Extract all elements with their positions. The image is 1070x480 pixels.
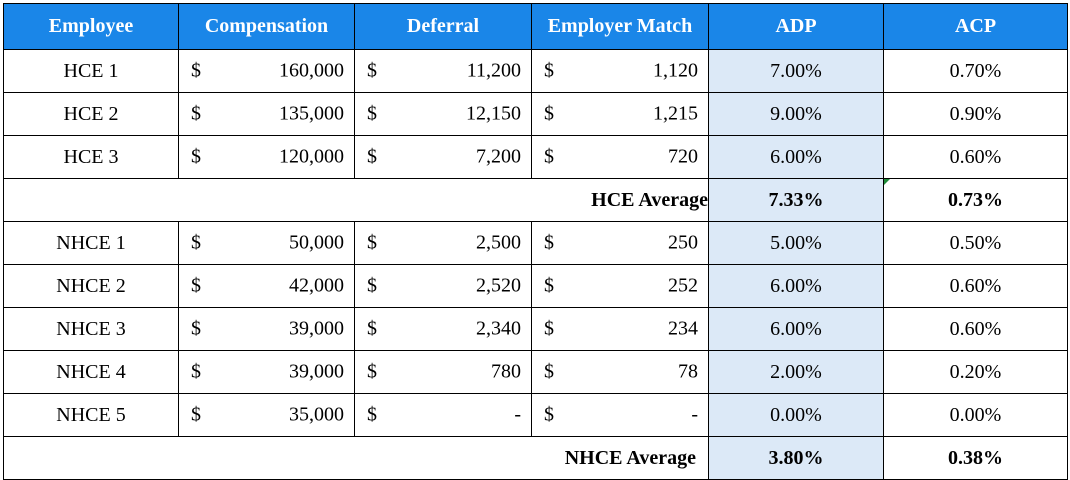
employee-cell[interactable]: HCE 1	[4, 50, 179, 93]
currency-symbol: $	[191, 317, 201, 340]
compensation-cell[interactable]	[179, 136, 355, 179]
header-adp[interactable]: ADP	[709, 4, 884, 50]
compensation-cell[interactable]	[179, 50, 355, 93]
hce-rows	[4, 50, 1068, 179]
nhce-average-label[interactable]: NHCE Average	[4, 437, 709, 480]
compensation-cell[interactable]	[179, 222, 355, 265]
adp-cell[interactable]: 2.00%	[709, 351, 884, 394]
hce-average-acp-value: 0.73%	[948, 188, 1003, 211]
comment-indicator-icon	[884, 179, 890, 185]
deferral-cell[interactable]	[355, 93, 532, 136]
acp-cell[interactable]: 0.60%	[884, 308, 1068, 351]
currency-symbol: $	[367, 231, 377, 254]
currency-symbol: $	[544, 360, 554, 383]
match-cell[interactable]	[532, 265, 709, 308]
nhce-average-acp[interactable]: 0.38%	[884, 437, 1068, 480]
deferral-cell[interactable]	[355, 50, 532, 93]
adp-cell[interactable]: 7.00%	[709, 50, 884, 93]
compensation-amount: 42,000	[289, 274, 344, 297]
employee-cell[interactable]: NHCE 5	[4, 394, 179, 437]
deferral-amount: 7,200	[476, 145, 521, 168]
deferral-amount: 11,200	[466, 59, 521, 82]
nhce-average-adp[interactable]: 3.80%	[709, 437, 884, 480]
compensation-amount: 39,000	[289, 317, 344, 340]
currency-symbol: $	[191, 145, 201, 168]
currency-symbol: $	[191, 231, 201, 254]
compensation-cell[interactable]	[179, 351, 355, 394]
currency-symbol: $	[367, 360, 377, 383]
table-row	[4, 93, 1068, 136]
employee-cell[interactable]: HCE 2	[4, 93, 179, 136]
deferral-cell[interactable]	[355, 308, 532, 351]
currency-symbol: $	[191, 102, 201, 125]
match-amount: 1,215	[653, 102, 698, 125]
hce-average-row	[4, 179, 1068, 222]
deferral-amount: 2,500	[476, 231, 521, 254]
hce-average-adp[interactable]: 7.33%	[709, 179, 884, 222]
deferral-cell[interactable]	[355, 265, 532, 308]
table-row	[4, 222, 1068, 265]
match-cell[interactable]	[532, 394, 709, 437]
table-row	[4, 351, 1068, 394]
currency-symbol: $	[367, 274, 377, 297]
deferral-amount: 780	[491, 360, 521, 383]
currency-symbol: $	[544, 274, 554, 297]
header-deferral[interactable]: Deferral	[355, 4, 532, 50]
match-cell[interactable]	[532, 308, 709, 351]
nhce-rows	[4, 222, 1068, 437]
deferral-cell[interactable]	[355, 222, 532, 265]
compensation-amount: 39,000	[289, 360, 344, 383]
currency-symbol: $	[367, 145, 377, 168]
table-row	[4, 308, 1068, 351]
match-cell[interactable]	[532, 93, 709, 136]
currency-symbol: $	[367, 59, 377, 82]
currency-symbol: $	[191, 403, 201, 426]
adp-cell[interactable]: 6.00%	[709, 308, 884, 351]
adp-acp-table	[3, 3, 1068, 480]
deferral-cell[interactable]	[355, 394, 532, 437]
match-amount: 250	[668, 231, 698, 254]
deferral-amount: 12,150	[466, 102, 521, 125]
match-amount: 234	[668, 317, 698, 340]
match-amount: 252	[668, 274, 698, 297]
employee-cell[interactable]: HCE 3	[4, 136, 179, 179]
currency-symbol: $	[367, 403, 377, 426]
currency-symbol: $	[544, 59, 554, 82]
currency-symbol: $	[544, 145, 554, 168]
currency-symbol: $	[544, 317, 554, 340]
match-amount: -	[691, 403, 698, 426]
adp-cell[interactable]: 9.00%	[709, 93, 884, 136]
match-cell[interactable]	[532, 222, 709, 265]
compensation-amount: 120,000	[279, 145, 344, 168]
header-compensation[interactable]: Compensation	[179, 4, 355, 50]
adp-cell[interactable]: 5.00%	[709, 222, 884, 265]
acp-cell[interactable]: 0.00%	[884, 394, 1068, 437]
match-cell[interactable]	[532, 351, 709, 394]
table-row	[4, 394, 1068, 437]
currency-symbol: $	[367, 317, 377, 340]
acp-cell[interactable]: 0.60%	[884, 136, 1068, 179]
acp-cell[interactable]: 0.60%	[884, 265, 1068, 308]
table-row	[4, 50, 1068, 93]
match-amount: 720	[668, 145, 698, 168]
match-cell[interactable]	[532, 50, 709, 93]
currency-symbol: $	[191, 274, 201, 297]
compensation-cell[interactable]	[179, 265, 355, 308]
adp-cell[interactable]: 6.00%	[709, 136, 884, 179]
acp-cell[interactable]: 0.70%	[884, 50, 1068, 93]
currency-symbol: $	[191, 59, 201, 82]
header-acp[interactable]: ACP	[884, 4, 1068, 50]
adp-cell[interactable]: 0.00%	[709, 394, 884, 437]
employee-cell[interactable]: NHCE 1	[4, 222, 179, 265]
acp-cell[interactable]: 0.20%	[884, 351, 1068, 394]
match-cell[interactable]	[532, 136, 709, 179]
nhce-average-row	[4, 437, 1068, 480]
currency-symbol: $	[544, 403, 554, 426]
compensation-amount: 35,000	[289, 403, 344, 426]
acp-cell[interactable]: 0.50%	[884, 222, 1068, 265]
deferral-cell[interactable]	[355, 136, 532, 179]
hce-average-acp[interactable]	[884, 179, 1068, 222]
employee-cell[interactable]: NHCE 2	[4, 265, 179, 308]
employee-cell[interactable]: NHCE 3	[4, 308, 179, 351]
deferral-amount: 2,340	[476, 317, 521, 340]
match-amount: 78	[678, 360, 698, 383]
table-row	[4, 136, 1068, 179]
compensation-amount: 135,000	[279, 102, 344, 125]
currency-symbol: $	[191, 360, 201, 383]
deferral-cell[interactable]	[355, 351, 532, 394]
match-amount: 1,120	[653, 59, 698, 82]
header-employer-match[interactable]: Employer Match	[532, 4, 709, 50]
table-row	[4, 265, 1068, 308]
compensation-cell[interactable]	[179, 308, 355, 351]
compensation-cell[interactable]	[179, 394, 355, 437]
header-row	[4, 4, 1068, 50]
compensation-amount: 50,000	[289, 231, 344, 254]
acp-cell[interactable]: 0.90%	[884, 93, 1068, 136]
adp-cell[interactable]: 6.00%	[709, 265, 884, 308]
compensation-amount: 160,000	[279, 59, 344, 82]
currency-symbol: $	[544, 231, 554, 254]
deferral-amount: -	[514, 403, 521, 426]
currency-symbol: $	[544, 102, 554, 125]
hce-average-label[interactable]: HCE Average	[4, 179, 709, 222]
compensation-cell[interactable]	[179, 93, 355, 136]
currency-symbol: $	[367, 102, 377, 125]
header-employee[interactable]: Employee	[4, 4, 179, 50]
employee-cell[interactable]: NHCE 4	[4, 351, 179, 394]
deferral-amount: 2,520	[476, 274, 521, 297]
